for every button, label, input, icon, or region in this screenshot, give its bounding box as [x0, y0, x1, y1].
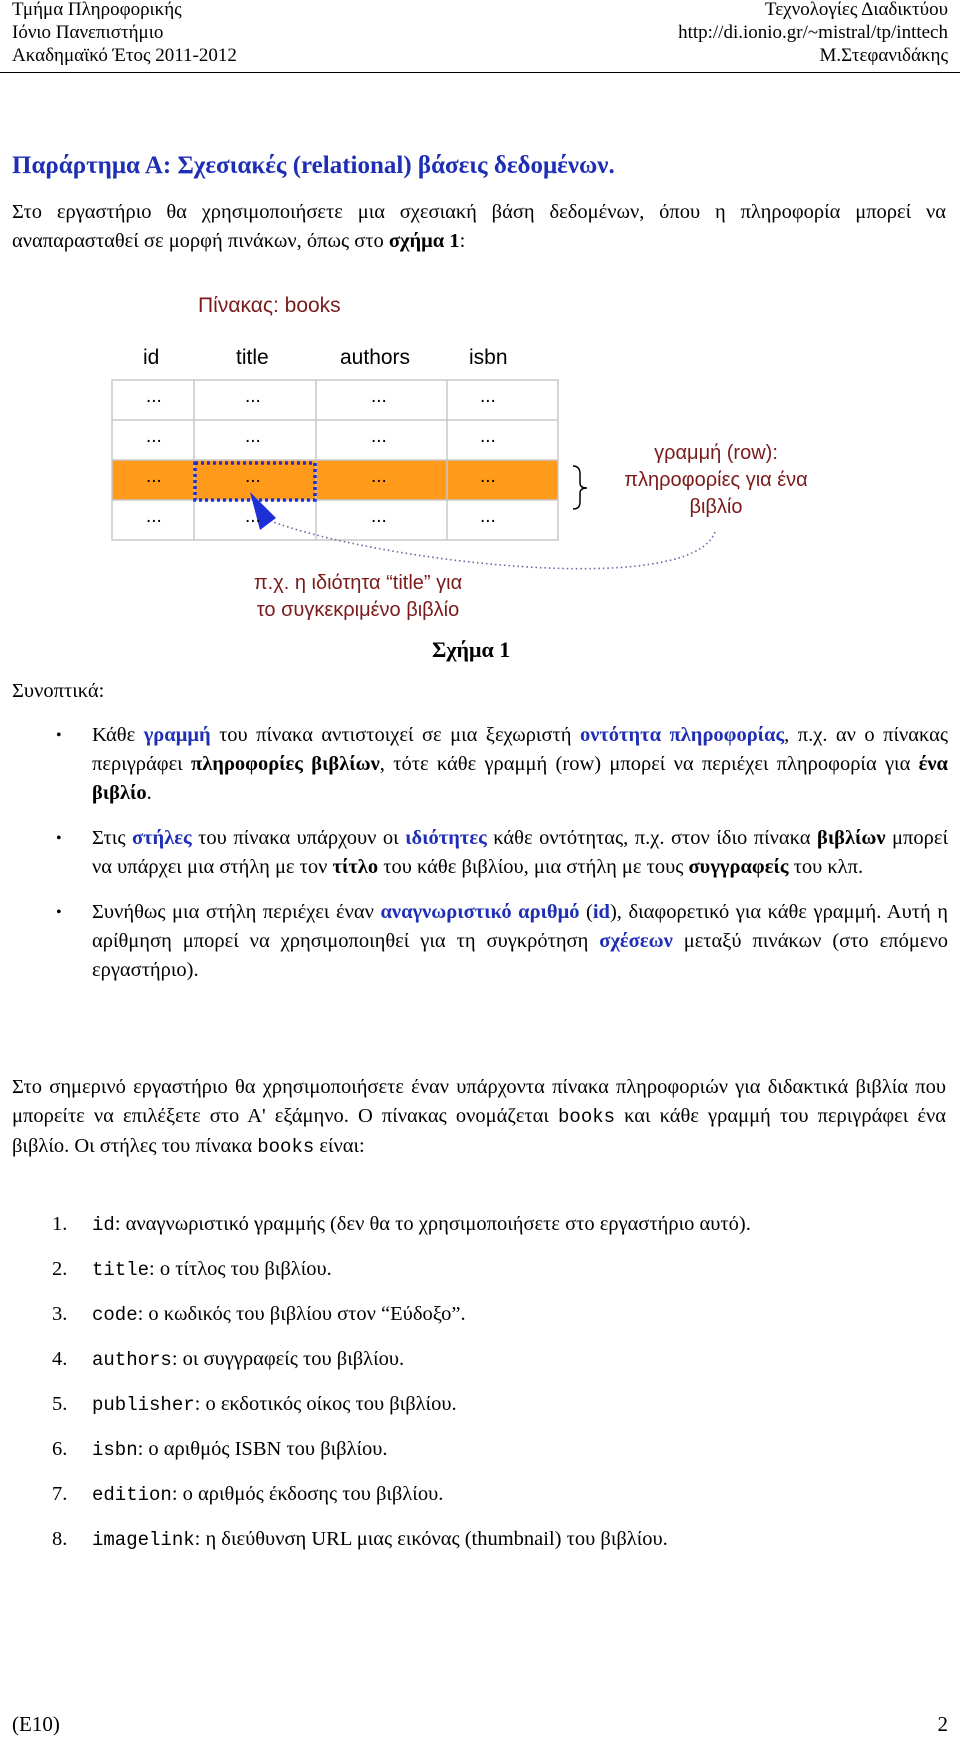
table-cell: ...	[146, 466, 162, 487]
list-item	[52, 1300, 948, 1330]
column-name: edition	[92, 1484, 172, 1506]
row-annotation-line: πληροφορίες για ένα	[624, 469, 808, 491]
bold-text: πληροφορίες βιβλίων	[191, 753, 380, 775]
column-description: : ο αριθμός ISBN του βιβλίου.	[137, 1438, 388, 1460]
column-name: authors	[92, 1349, 172, 1371]
item-number: 7.	[52, 1483, 68, 1505]
header-url: http://di.ionio.gr/~mistral/tp/inttech	[678, 22, 948, 43]
footer-code: (E10)	[12, 1712, 60, 1736]
item-number: 2.	[52, 1258, 68, 1280]
column-description: : ο εκδοτικός οίκος του βιβλίου.	[194, 1393, 457, 1415]
header-divider	[0, 72, 960, 73]
column-name: imagelink	[92, 1529, 195, 1551]
text: Συνήθως μια στήλη περιέχει έναν	[92, 901, 381, 923]
intro-end: :	[459, 230, 466, 252]
example-annotation-line: π.χ. η ιδιότητα “title” για	[253, 572, 463, 594]
list-item	[56, 898, 948, 985]
column-description: : αναγνωριστικό γραμμής (δεν θα το χρησιμοποιήσετε στο εργαστήριο αυτό).	[114, 1213, 751, 1235]
text: του κάθε βιβλίου, μια στήλη με τους	[378, 856, 689, 878]
text: , π.χ. αν ο πίνακας περιγράφει	[92, 724, 949, 775]
bullet-glyph: •	[56, 727, 62, 744]
table-cell: ...	[371, 426, 387, 447]
page-number: 2	[937, 1712, 948, 1736]
text: του πίνακα υπάρχουν οι	[191, 827, 406, 849]
bold-text: τίτλο	[332, 856, 379, 878]
column-header-title: title	[236, 346, 269, 369]
table-cell: ...	[480, 506, 496, 527]
table-cell: ...	[480, 426, 496, 447]
summary-list	[56, 721, 948, 1001]
example-annotation	[228, 570, 488, 624]
bold-text: συγγραφείς	[688, 856, 789, 878]
keyword: id	[592, 901, 610, 923]
list-item	[52, 1255, 948, 1285]
text: ), διαφορετικό για κάθε γραμμή. Αυτή η αρίθμηση μπορεί να χρησιμοποιηθεί για τη συγκρότηση	[92, 901, 948, 952]
table-cell: ...	[480, 466, 496, 487]
column-description: : η διεύθυνση URL μιας εικόνας (thumbnail) του βιβλίου.	[194, 1528, 668, 1550]
text: .	[146, 782, 152, 804]
bold-text: βιβλίων	[817, 827, 886, 849]
list-item	[56, 824, 948, 882]
header-left	[12, 0, 237, 67]
keyword: ιδιότητες	[405, 827, 487, 849]
table-cell: ...	[371, 466, 387, 487]
keyword: αναγνωριστικό αριθμό	[380, 901, 580, 923]
table-cell: ...	[245, 506, 261, 527]
column-header-authors: authors	[340, 346, 411, 369]
summary-label: Συνοπτικά:	[12, 680, 105, 702]
column-name: title	[92, 1259, 150, 1281]
table-cell: ...	[371, 506, 387, 527]
header-right	[678, 0, 948, 67]
table-cell: ...	[146, 506, 162, 527]
column-header-isbn: isbn	[469, 346, 508, 369]
text: του κλπ.	[788, 856, 864, 878]
column-name: code	[92, 1304, 138, 1326]
lab-description-paragraph	[12, 1073, 946, 1162]
table-cell: ...	[146, 386, 162, 407]
keyword: γραμμή	[143, 724, 211, 746]
item-number: 6.	[52, 1438, 68, 1460]
text: (	[579, 901, 593, 923]
columns-list	[52, 1210, 948, 1570]
table-cell: ...	[146, 426, 162, 447]
text: κάθε οντότητας, π.χ. στον ίδιο πίνακα	[486, 827, 818, 849]
table-title: Πίνακας: books	[198, 294, 341, 317]
list-item	[52, 1435, 948, 1465]
bold-text: ένα βιβλίο	[92, 753, 948, 804]
list-item	[52, 1480, 948, 1510]
keyword: οντότητα πληροφορίας	[579, 724, 785, 746]
table-cell: ...	[245, 386, 261, 407]
item-number: 3.	[52, 1303, 68, 1325]
text: Στο σημερινό εργαστήριο θα χρησιμοποιήσετε έναν υπάρχοντα πίνακα πληροφοριών για διδακτικά βιβλία που μπορείτε να επιλέξετε στο Α' εξάμηνο. Ο πίνακας ονομάζεται	[12, 1076, 946, 1127]
column-name: isbn	[92, 1439, 138, 1461]
row-annotation-line: βιβλίο	[689, 496, 743, 518]
item-number: 1.	[52, 1213, 68, 1235]
keyword: στήλες	[131, 827, 192, 849]
section-title: Παράρτημα Α: Σχεσιακές (relational) βάσεις δεδομένων.	[12, 152, 615, 179]
table-cell: ...	[371, 386, 387, 407]
list-item	[52, 1390, 948, 1420]
bullet-glyph: •	[56, 904, 62, 921]
item-number: 5.	[52, 1393, 68, 1415]
header-academic-year: Ακαδημαϊκό Έτος 2011-2012	[12, 45, 237, 66]
list-item	[52, 1345, 948, 1375]
table-cell: ...	[245, 466, 261, 487]
text: είναι:	[314, 1135, 365, 1157]
text: , τότε κάθε γραμμή (row) μπορεί να περιέχει πληροφορία για	[379, 753, 919, 775]
column-description: : ο αριθμός έκδοσης του βιβλίου.	[171, 1483, 444, 1505]
list-item	[52, 1525, 948, 1555]
column-description: : οι συγγραφείς του βιβλίου.	[171, 1348, 405, 1370]
text: του πίνακα αντιστοιχεί σε μια ξεχωριστή	[210, 724, 580, 746]
intro-paragraph	[12, 198, 946, 256]
bullet-glyph: •	[56, 830, 62, 847]
text: μπορεί να υπάρχει μια στήλη με τον	[92, 827, 948, 878]
header-department: Τμήμα Πληροφορικής	[12, 0, 182, 20]
table-cell: ...	[480, 386, 496, 407]
item-number: 8.	[52, 1528, 68, 1550]
list-item	[56, 721, 948, 808]
row-annotation	[598, 440, 834, 521]
column-header-id: id	[143, 346, 160, 369]
header-course: Τεχνολογίες Διαδικτύου	[764, 0, 948, 20]
table-cell: ...	[245, 426, 261, 447]
example-annotation-line: το συγκεκριμένο βιβλίο	[256, 599, 460, 621]
row-brace	[573, 466, 587, 509]
text: Κάθε	[92, 724, 144, 746]
code-table-name: books	[558, 1106, 616, 1128]
column-description: : ο κωδικός του βιβλίου στον “Εύδοξο”.	[137, 1303, 466, 1325]
text: Στις	[92, 827, 132, 849]
column-name: publisher	[92, 1394, 195, 1416]
text: και κάθε γραμμή του περιγράφει ένα βιβλίο. Οι στήλες του πίνακα	[12, 1105, 947, 1157]
keyword: σχέσεων	[599, 930, 673, 952]
intro-figure-ref: σχήμα 1	[388, 230, 460, 252]
intro-text: Στο εργαστήριο θα χρησιμοποιήσετε μια σχεσιακή βάση δεδομένων, όπου η πληροφορία μπορεί να αναπαρασταθεί σε μορφή πινάκων, όπως στο	[12, 201, 946, 252]
column-name: id	[92, 1214, 115, 1236]
code-table-name: books	[257, 1136, 315, 1158]
header-author: Μ.Στεφανιδάκης	[819, 45, 948, 66]
figure-caption: Σχήμα 1	[432, 637, 511, 662]
header-university: Ιόνιο Πανεπιστήμιο	[12, 22, 164, 43]
list-item	[52, 1210, 948, 1240]
item-number: 4.	[52, 1348, 68, 1370]
row-annotation-line: γραμμή (row):	[654, 442, 778, 464]
text: μεταξύ πινάκων (στο επόμενο εργαστήριο).	[92, 930, 948, 981]
column-description: : ο τίτλος του βιβλίου.	[149, 1258, 332, 1280]
